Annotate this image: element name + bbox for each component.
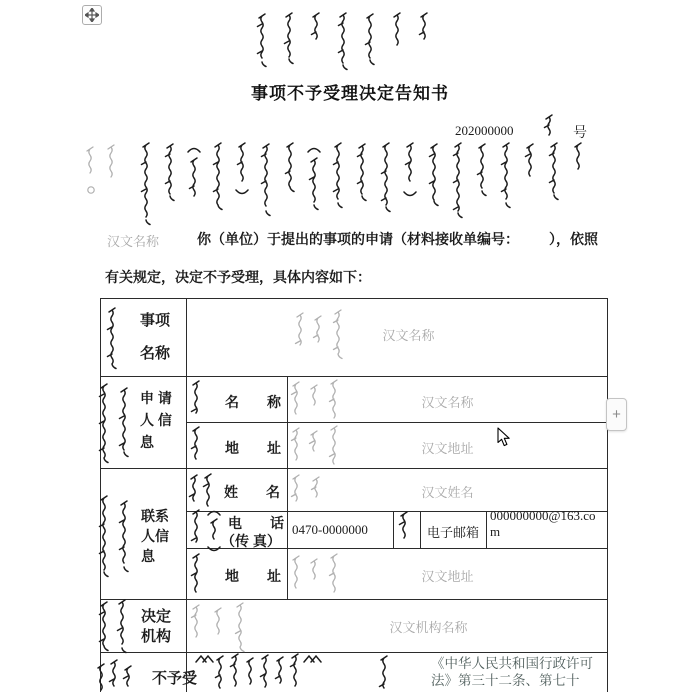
contact-email-label: 电子邮箱: [427, 525, 480, 540]
applicant-addr-label: 地 址: [225, 440, 288, 456]
applicant-addr-value[interactable]: 汉文地址: [421, 441, 474, 456]
intro-sentence: [197, 229, 598, 249]
contact-addr-value[interactable]: 汉文地址: [421, 569, 474, 584]
contact-email-value[interactable]: 000000000@163.com: [490, 508, 596, 539]
doc-number-unit: 号: [573, 124, 587, 140]
page-title: 事项不予受理决定告知书: [251, 84, 449, 103]
doc-number[interactable]: 202000000: [455, 123, 514, 138]
contact-label-line3: 息: [141, 548, 155, 564]
intro-sentence-start: 你（单位）于提出的事项的申请（材料接收单编号：: [197, 231, 519, 247]
authority-label-line2: 机构: [141, 628, 172, 645]
intro-sentence-end: ），依照: [549, 231, 598, 247]
authority-label-line1: 决定: [141, 608, 172, 625]
item-name-label-line2: 名称: [140, 345, 171, 362]
mouse-cursor-icon: [497, 427, 511, 447]
contact-phone-label-line2: （传 真）: [221, 533, 281, 549]
applicant-name-label: 名 称: [225, 394, 288, 410]
table-insert-button[interactable]: +: [606, 398, 627, 431]
contact-label-line1: 联系: [141, 508, 169, 524]
intro-name-placeholder[interactable]: 汉文名称: [107, 234, 160, 249]
contact-fullname-value[interactable]: 汉文姓名: [421, 485, 474, 500]
table-move-handle-icon[interactable]: [82, 5, 102, 25]
applicant-label-line3: 息: [140, 434, 154, 450]
contact-addr-label: 地 址: [225, 568, 288, 584]
basis-label: 不予受: [152, 670, 198, 687]
move-cross-icon: [85, 8, 99, 22]
authority-value[interactable]: 汉文机构名称: [389, 620, 468, 635]
applicant-label-line2: 人 信: [140, 412, 172, 428]
applicant-label-line1: 申 请: [140, 390, 172, 406]
intro-sentence-line2: 有关规定，决定不予受理，具体内容如下：: [105, 269, 371, 285]
contact-label-line2: 人信: [141, 528, 169, 544]
item-name-label-line1: 事项: [140, 312, 171, 329]
contact-phone-label-line1: 电 话: [228, 515, 291, 531]
contact-fullname-label: 姓 名: [224, 484, 287, 500]
contact-phone-value[interactable]: 0470-0000000: [292, 522, 368, 537]
applicant-name-value[interactable]: 汉文名称: [421, 395, 474, 410]
basis-legal-text[interactable]: 《中华人民共和国行政许可法》第三十二条、第七十: [431, 656, 593, 688]
item-name-value[interactable]: 汉文名称: [382, 328, 435, 343]
